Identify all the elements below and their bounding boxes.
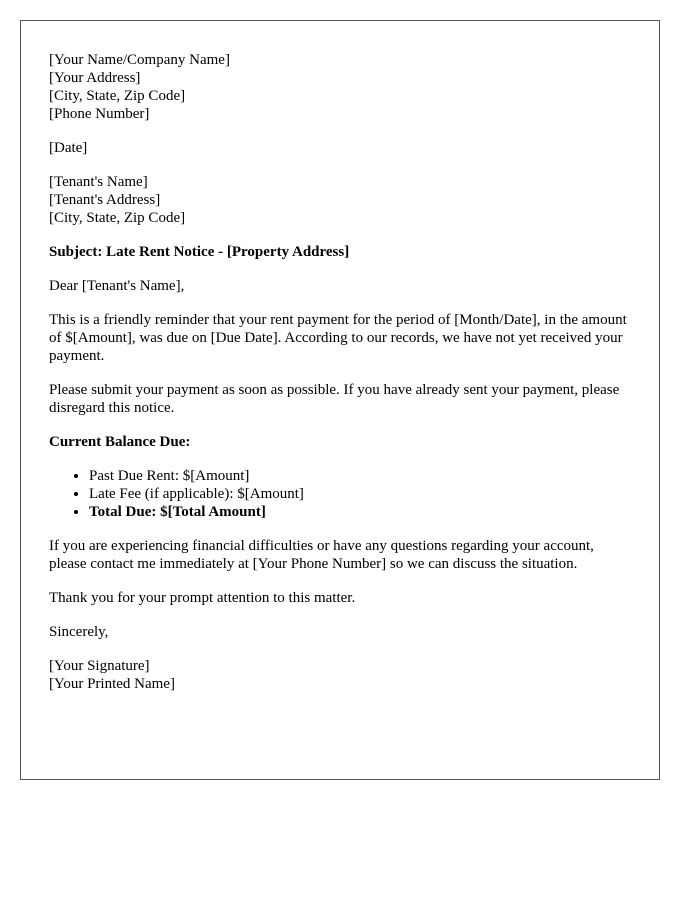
sender-name: [Your Name/Company Name] <box>49 52 230 68</box>
subject-line: Subject: Late Rent Notice - [Property Address] <box>49 244 350 260</box>
letter-page <box>20 20 660 780</box>
date-block <box>49 139 631 157</box>
reminder-paragraph: This is a friendly reminder that your rent payment for the period of [Month/Date], in the amount of $[Amount], was due on [Due Date]. According to our records, we have not yet received your payment. <box>49 312 627 364</box>
contact-paragraph: If you are experiencing financial difficulties or have any questions regarding your account, please contact me immediately at [Your Phone Number] so we can discuss the situation. <box>49 538 594 572</box>
list-item-past-due-rent: • Past Due Rent: $[Amount] <box>89 467 631 485</box>
signature-line: [Your Signature] <box>49 658 150 674</box>
balance-list <box>49 467 631 521</box>
closing: Sincerely, <box>49 624 109 640</box>
letter-date: [Date] <box>49 140 88 156</box>
recipient-name: [Tenant's Name] <box>49 174 148 190</box>
sender-address: [Your Address] <box>49 70 141 86</box>
list-item-total-due: • Total Due: $[Total Amount] <box>89 503 631 521</box>
submit-paragraph: Please submit your payment as soon as possible. If you have already sent your payment, please disregard this notice. <box>49 382 620 416</box>
balance-heading: Current Balance Due: <box>49 434 191 450</box>
salutation: Dear [Tenant's Name], <box>49 278 185 294</box>
sender-phone: [Phone Number] <box>49 106 150 122</box>
list-item-late-fee: • Late Fee (if applicable): $[Amount] <box>89 485 631 503</box>
recipient-address: [Tenant's Address] <box>49 192 161 208</box>
sender-city-state-zip: [City, State, Zip Code] <box>49 88 186 104</box>
thanks-paragraph: Thank you for your prompt attention to this matter. <box>49 590 356 606</box>
recipient-city-state-zip: [City, State, Zip Code] <box>49 210 186 226</box>
recipient-block <box>49 173 631 227</box>
signature-block <box>49 657 631 693</box>
printed-name: [Your Printed Name] <box>49 676 175 692</box>
sender-block <box>49 51 631 123</box>
